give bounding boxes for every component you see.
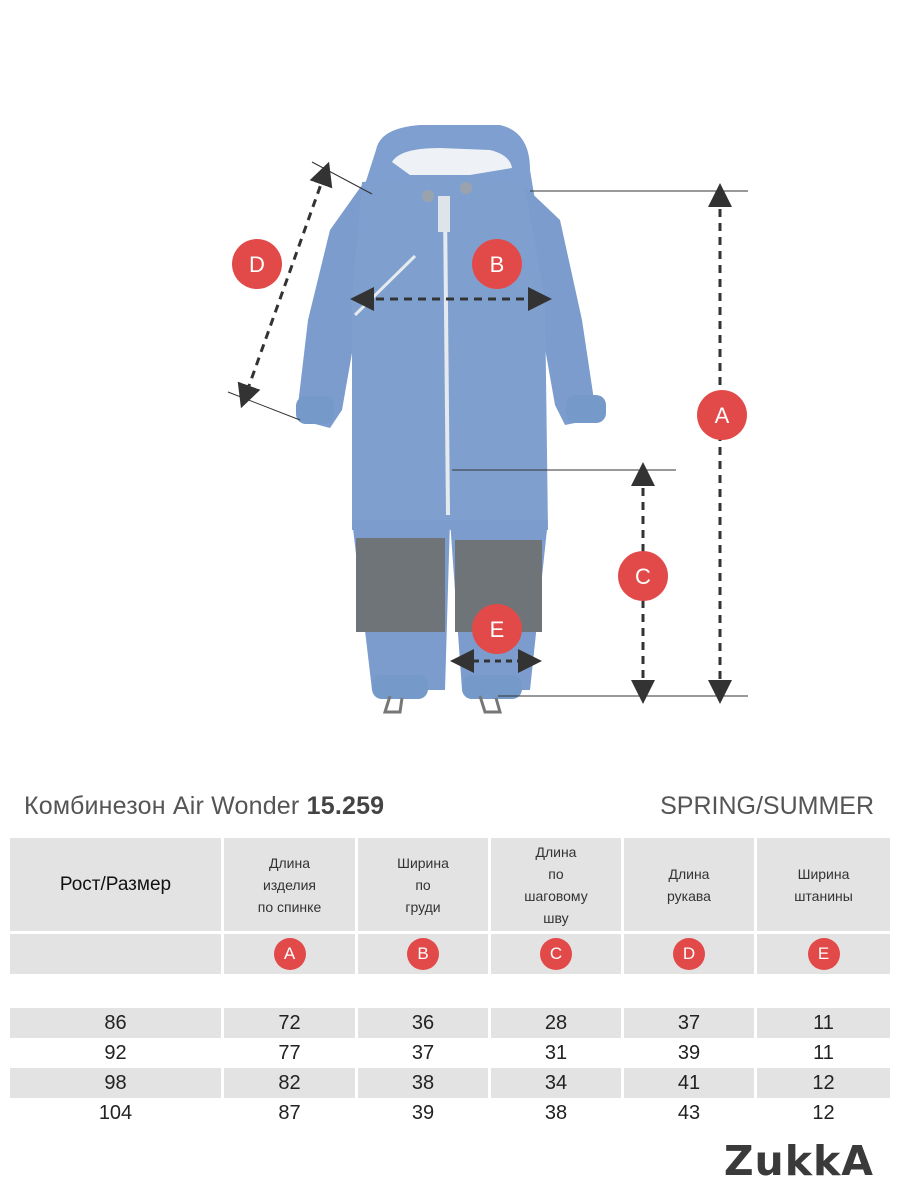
jumpsuit-drawing [296, 125, 606, 712]
table-cell: 36 [358, 1008, 491, 1038]
svg-text:A: A [714, 403, 730, 428]
brand-logo: ZukkA [723, 1137, 874, 1185]
letter-cell [358, 934, 491, 974]
table-cell: 104 [10, 1098, 224, 1128]
letter-cell [491, 934, 624, 974]
badge-b [472, 239, 522, 289]
product-article: 15.259 [306, 792, 385, 820]
letter-cell [757, 934, 890, 974]
table-row [10, 1098, 890, 1128]
table-cell: 72 [224, 1008, 358, 1038]
svg-text:B: B [489, 252, 505, 277]
letter-badge: C [540, 938, 572, 970]
badge-e [472, 604, 522, 654]
table-cell: 12 [812, 1101, 835, 1124]
letter-badge: E [808, 938, 840, 970]
table-cell: 86 [10, 1008, 224, 1038]
svg-text:D: D [249, 252, 265, 277]
letter-badge: A [274, 938, 306, 970]
table-cell: 87 [224, 1098, 358, 1128]
table-cell: 98 [10, 1068, 224, 1098]
badge-a [697, 390, 747, 440]
table-cell: 92 [10, 1038, 224, 1068]
table-header-row [10, 838, 890, 931]
letter-cell-empty [10, 934, 224, 974]
table-cell: 77 [224, 1038, 358, 1068]
table-cell: 39 [358, 1098, 491, 1128]
column-header: Ширина по груди [358, 838, 491, 931]
table-cell: 38 [491, 1098, 624, 1128]
table-letter-row [10, 934, 890, 974]
table-cell: 43 [624, 1098, 757, 1128]
table-cell: 31 [491, 1038, 624, 1068]
size-header: Рост/Размер [10, 838, 224, 931]
table-cell: 28 [491, 1008, 624, 1038]
season-label: SPRING/SUMMER [660, 792, 874, 820]
table-row [10, 1068, 890, 1098]
table-cell: 38 [358, 1068, 491, 1098]
badge-c [618, 551, 668, 601]
column-header: Длина рукава [624, 838, 757, 931]
table-row [10, 1038, 890, 1068]
svg-text:E: E [489, 617, 505, 642]
table-cell: 11 [757, 1008, 890, 1038]
size-table [10, 838, 890, 1128]
table-cell: 37 [624, 1008, 757, 1038]
letter-badge: D [673, 938, 705, 970]
letter-cell [224, 934, 358, 974]
knee-patch-left [356, 538, 445, 632]
column-header: Длина по шаговому шву [491, 838, 624, 931]
table-row [10, 1008, 890, 1038]
product-title [24, 792, 384, 821]
svg-text:C: C [635, 564, 651, 589]
table-cell: 41 [624, 1068, 757, 1098]
table-cell: 12 [757, 1068, 890, 1098]
badge-d [232, 239, 282, 289]
table-cell: 11 [813, 1041, 834, 1064]
column-header: Длина изделия по спинке [224, 838, 358, 931]
product-name: Комбинезон Air Wonder [24, 792, 300, 820]
letter-cell [624, 934, 757, 974]
table-cell: 82 [224, 1068, 358, 1098]
table-cell: 39 [624, 1038, 757, 1068]
letter-badge: B [407, 938, 439, 970]
table-cell: 37 [358, 1038, 491, 1068]
column-header: Ширина штанины [757, 838, 890, 931]
table-cell: 34 [491, 1068, 624, 1098]
